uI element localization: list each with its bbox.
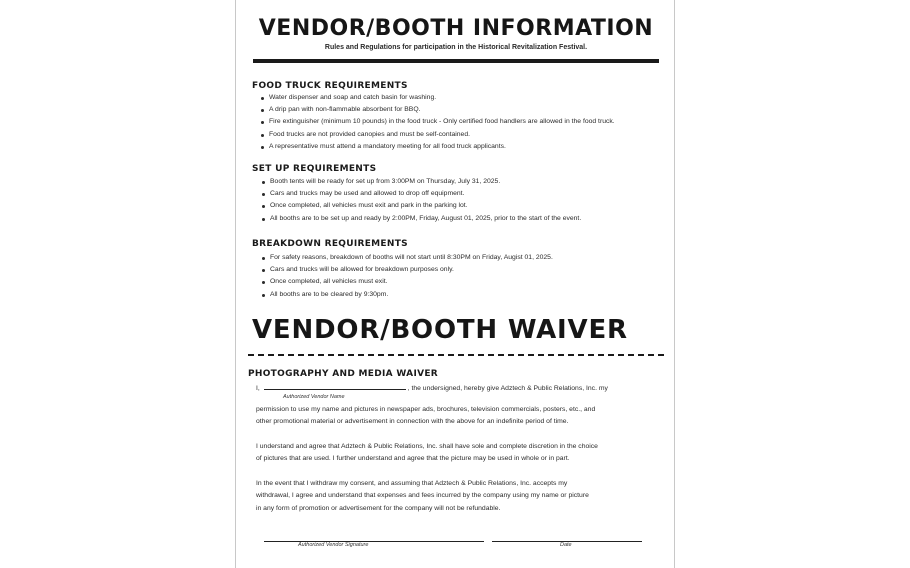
list-item: Fire extinguisher (minimum 10 pounds) in the food truck - Only certified food handlers are allowed in the food truck. bbox=[252, 116, 615, 128]
document-subtitle: Rules and Regulations for participation in the Historical Revitalization Festival. bbox=[324, 44, 588, 51]
waiver-paragraph-2: I understand and agree that Adztech & Public Relations, Inc. shall have sole and complete discretion in the choice of pictures that are used. I further understand and agree that the picture may be used in whole or in part. bbox=[256, 443, 598, 463]
list-item: A drip pan with non-flammable absorbent for BBQ. bbox=[252, 104, 615, 116]
document-page bbox=[235, 0, 675, 568]
date-caption: Date bbox=[560, 542, 572, 548]
media-waiver-heading: PHOTOGRAPHY AND MEDIA WAIVER bbox=[248, 369, 439, 379]
setup-heading: SET UP REQUIREMENTS bbox=[252, 164, 377, 174]
document-title: VENDOR/BOOTH INFORMATION bbox=[258, 16, 654, 41]
vendor-name-caption: Authorized Vendor Name bbox=[283, 394, 345, 400]
setup-list bbox=[252, 176, 581, 225]
list-item: All booths are to be cleared by 9:30pm. bbox=[252, 289, 553, 301]
list-item: For safety reasons, breakdown of booths will not start until 8:30PM on Friday, Augist 01, 2025. bbox=[252, 252, 553, 264]
list-item: Booth tents will be ready for set up from 3:00PM on Thursday, July 31, 2025. bbox=[252, 176, 581, 188]
breakdown-heading: BREAKDOWN REQUIREMENTS bbox=[252, 239, 408, 249]
food-truck-list bbox=[252, 92, 615, 153]
breakdown-list bbox=[252, 252, 553, 301]
waiver-paragraph-1: permission to use my name and pictures in newspaper ads, brochures, television commercials, posters, etc., and other promotional material or advertisement in connection with the above for an indefinite period of time. bbox=[256, 406, 596, 426]
title-divider bbox=[253, 59, 659, 63]
list-item: Water dispenser and soap and catch basin for washing. bbox=[252, 92, 615, 104]
waiver-title: VENDOR/BOOTH WAIVER bbox=[252, 315, 628, 345]
vendor-name-field[interactable] bbox=[264, 389, 406, 390]
list-item: All booths are to be set up and ready by 2:00PM, Friday, August 01, 2025, prior to the start of the event. bbox=[252, 213, 581, 225]
food-truck-heading: FOOD TRUCK REQUIREMENTS bbox=[252, 81, 408, 91]
list-item: Cars and trucks will be allowed for breakdown purposes only. bbox=[252, 264, 553, 276]
list-item: Cars and trucks may be used and allowed to drop off equipment. bbox=[252, 188, 581, 200]
waiver-paragraph-3: In the event that I withdraw my consent, and assuming that Adztech & Public Relations, Inc. accepts my withdrawal, I agree and understand that expenses and fees incurred by the company using my name or picture in any form of promotion or advertisement for the company will not be refundable. bbox=[256, 480, 589, 512]
list-item: Once completed, all vehicles must exit. bbox=[252, 276, 553, 288]
list-item: Food trucks are not provided canopies and must be self-contained. bbox=[252, 129, 615, 141]
signature-caption: Authorized Vendor Signature bbox=[298, 542, 369, 548]
waiver-divider bbox=[248, 354, 664, 356]
waiver-name-line: I, , the undersigned, hereby give Adztech & Public Relations, Inc. my bbox=[256, 385, 608, 392]
list-item: Once completed, all vehicles must exit and park in the parking lot. bbox=[252, 200, 581, 212]
list-item: A representative must attend a mandatory meeting for all food truck applicants. bbox=[252, 141, 615, 153]
signature-line[interactable] bbox=[264, 541, 484, 542]
